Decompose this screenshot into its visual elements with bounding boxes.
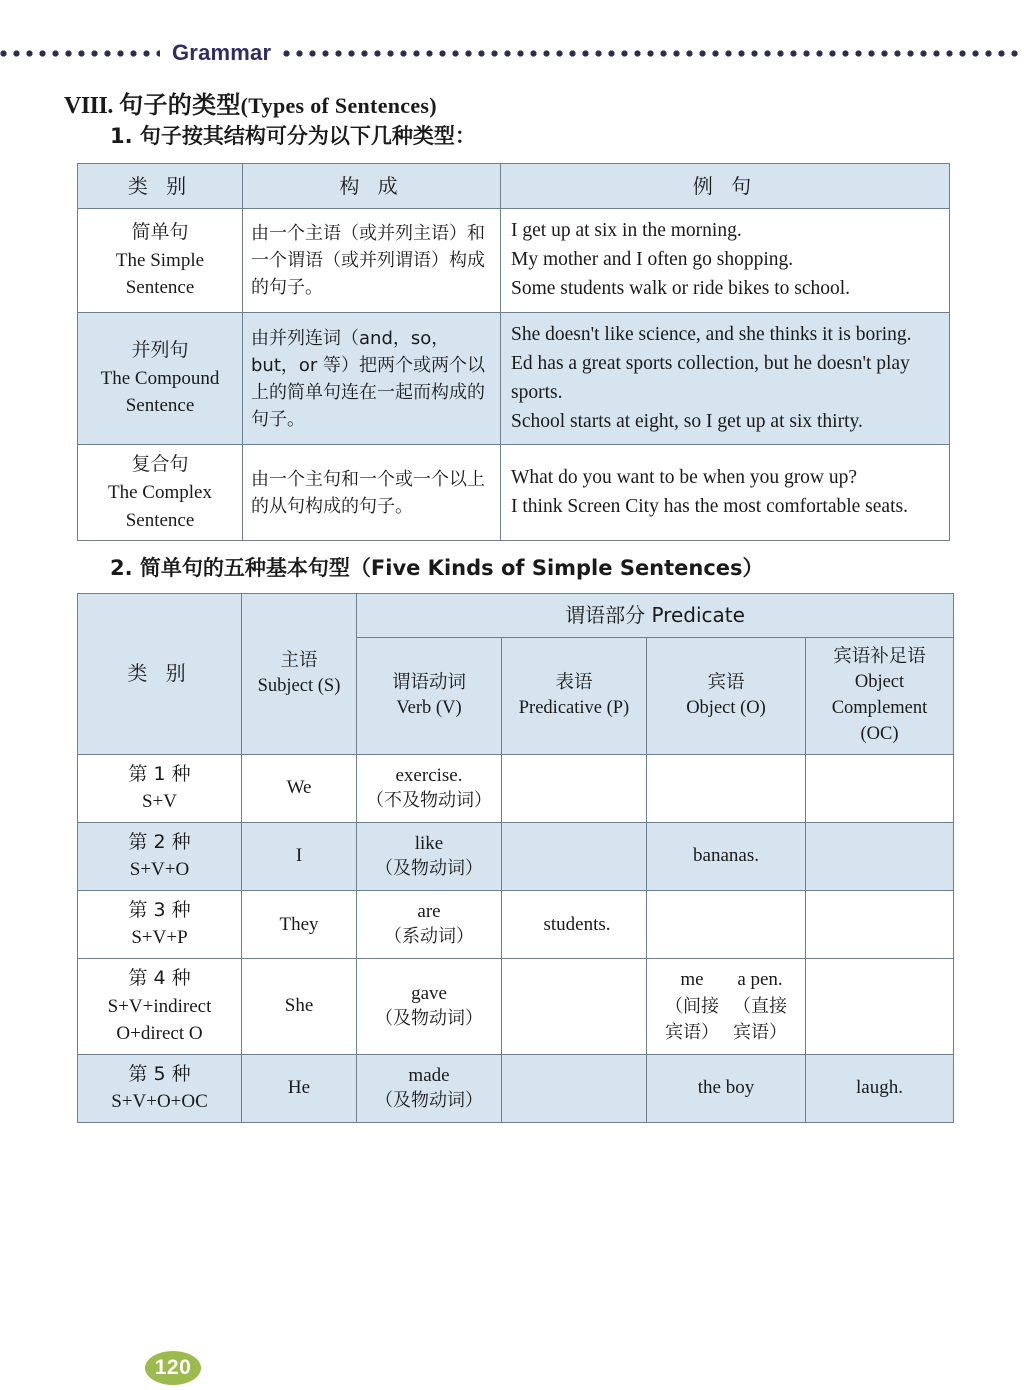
table-row — [78, 890, 954, 958]
running-header-title: Grammar — [172, 40, 272, 65]
cell-examples-complex — [501, 445, 950, 541]
cell-composition-simple: 由一个主语（或并列主语）和一个谓语（或并列谓语）构成的句子。 — [243, 209, 501, 313]
table-five-kinds-of-simple-sentences — [77, 593, 954, 1123]
example-line: My mother and I often go shopping. — [511, 249, 794, 271]
cell-predicative-2 — [502, 822, 647, 890]
th-object — [647, 638, 806, 755]
th-kind — [78, 594, 242, 755]
verb-word: made — [408, 1065, 450, 1087]
cell-category-compound — [78, 312, 243, 444]
cell-complement-3 — [806, 890, 954, 958]
cell-subject-3: They — [242, 890, 357, 958]
table-row — [78, 754, 954, 822]
section-title-cn: 句子的类型 — [119, 91, 241, 119]
th-oc-cn: 宾语补足语 — [833, 646, 926, 668]
category-cn: 复合句 — [131, 453, 189, 476]
th-subject — [242, 594, 357, 755]
cell-object-1 — [647, 754, 806, 822]
category-cn: 并列句 — [131, 339, 189, 362]
th-oc-en2: Complement — [831, 697, 928, 718]
cell-complement-1 — [806, 754, 954, 822]
cell-composition-complex: 由一个主句和一个或一个以上的从句构成的句子。 — [243, 445, 501, 541]
verb-word: like — [414, 833, 444, 855]
kind-en: S+V+P — [131, 927, 188, 949]
th-object-en: Object (O) — [686, 697, 766, 718]
kind-en2: O+direct O — [116, 1023, 203, 1045]
category-en-line2: Sentence — [125, 509, 195, 531]
th-predicative-en: Predicative (P) — [518, 697, 630, 718]
cell-predicative-3: students. — [502, 890, 647, 958]
cell-subject-4: She — [242, 959, 357, 1055]
cell-object-4 — [647, 959, 806, 1055]
verb-word: are — [417, 901, 441, 923]
th-oc-en3: (OC) — [860, 723, 899, 744]
indirect-object-note2: 宾语） — [665, 1021, 719, 1043]
subheading-2 — [110, 552, 764, 582]
direct-object-word: a pen. — [737, 969, 783, 991]
th-composition: 构 成 — [243, 164, 501, 209]
example-line: I think Screen City has the most comfortable seats. — [511, 495, 908, 517]
subheading-1-text: 1. 句子按其结构可分为以下几种类型： — [110, 124, 476, 148]
category-cn: 简单句 — [131, 221, 189, 244]
table-row — [78, 445, 950, 541]
direct-object-note1: （直接 — [733, 996, 787, 1018]
table-row-header — [78, 164, 950, 209]
th-verb-en: Verb (V) — [396, 697, 462, 718]
th-object-complement — [806, 638, 954, 755]
th-category: 类 别 — [78, 164, 243, 209]
object-dual-group — [655, 967, 797, 1045]
table-row — [78, 822, 954, 890]
subheading-2-text: 2. 简单句的五种基本句型（Five Kinds of Simple Sentences） — [110, 556, 764, 580]
example-line: I get up at six in the morning. — [511, 220, 742, 242]
verb-note: （及物动词） — [375, 858, 483, 880]
cell-verb-1 — [357, 754, 502, 822]
indirect-object — [665, 967, 719, 1045]
verb-note: （不及物动词） — [366, 789, 492, 811]
direct-object-note2: 宾语） — [733, 1021, 787, 1043]
cell-verb-2 — [357, 822, 502, 890]
th-verb — [357, 638, 502, 755]
page-running-header — [0, 38, 1024, 68]
th-predicate-span: 谓语部分 Predicate — [357, 594, 954, 638]
th-subject-cn: 主语 — [280, 649, 318, 671]
kind-cn: 第 1 种 — [128, 762, 191, 785]
table-row-header-top — [78, 594, 954, 638]
dot-rule-left — [0, 50, 160, 57]
table-row — [78, 312, 950, 444]
cell-object-3 — [647, 890, 806, 958]
example-line: She doesn't like science, and she thinks it is boring. — [511, 323, 912, 345]
cell-category-simple — [78, 209, 243, 313]
table-row — [78, 209, 950, 313]
cell-object-2: bananas. — [647, 822, 806, 890]
category-en-line1: The Compound — [100, 367, 220, 389]
section-title-en: (Types of Sentences) — [240, 93, 437, 118]
cell-verb-3 — [357, 890, 502, 958]
category-en-line1: The Simple — [115, 249, 205, 271]
section-numeral: VIII. — [64, 93, 113, 119]
table-row — [78, 1054, 954, 1122]
cell-subject-5: He — [242, 1054, 357, 1122]
cell-verb-5 — [357, 1054, 502, 1122]
example-line: What do you want to be when you grow up? — [511, 466, 858, 488]
cell-object-5: the boy — [647, 1054, 806, 1122]
verb-word: gave — [411, 983, 447, 1005]
th-kind-label: 类 别 — [127, 660, 192, 685]
th-examples: 例 句 — [501, 164, 950, 209]
th-verb-cn: 谓语动词 — [391, 672, 466, 694]
example-line: School starts at eight, so I get up at six thirty. — [511, 410, 863, 432]
cell-kind-2 — [78, 822, 242, 890]
table-types-of-sentences — [77, 163, 950, 541]
subheading-1 — [110, 120, 476, 150]
kind-cn: 第 5 种 — [128, 1062, 191, 1085]
kind-cn: 第 2 种 — [128, 830, 191, 853]
cell-predicative-5 — [502, 1054, 647, 1122]
verb-note: （及物动词） — [375, 1089, 483, 1111]
example-line: Some students walk or ride bikes to school. — [511, 278, 851, 300]
cell-predicative-1 — [502, 754, 647, 822]
cell-complement-4 — [806, 959, 954, 1055]
page-number-badge: 120 — [145, 1351, 201, 1385]
table-row — [78, 959, 954, 1055]
section-heading — [64, 85, 437, 120]
category-en-line2: Sentence — [125, 277, 195, 299]
verb-note: （系动词） — [384, 926, 474, 948]
verb-word: exercise. — [395, 765, 463, 787]
cell-kind-5 — [78, 1054, 242, 1122]
cell-complement-2 — [806, 822, 954, 890]
th-predicative-cn: 表语 — [555, 672, 593, 694]
kind-en: S+V — [141, 791, 177, 813]
direct-object — [733, 967, 787, 1045]
dot-rule-right — [283, 50, 1024, 57]
cell-kind-1 — [78, 754, 242, 822]
category-en-line1: The Complex — [108, 481, 212, 503]
cell-complement-5: laugh. — [806, 1054, 954, 1122]
cell-category-complex — [78, 445, 243, 541]
kind-en: S+V+O+OC — [111, 1091, 208, 1113]
cell-predicative-4 — [502, 959, 647, 1055]
kind-cn: 第 4 种 — [128, 967, 191, 990]
kind-en: S+V+O — [129, 859, 190, 881]
category-en-line2: Sentence — [125, 395, 195, 417]
kind-en: S+V+indirect — [107, 995, 212, 1017]
th-oc-en1: Object — [854, 672, 905, 693]
indirect-object-note1: （间接 — [665, 996, 719, 1018]
cell-kind-3 — [78, 890, 242, 958]
th-subject-en: Subject (S) — [257, 675, 341, 696]
cell-examples-compound — [501, 312, 950, 444]
cell-examples-simple — [501, 209, 950, 313]
th-object-cn: 宾语 — [707, 672, 745, 694]
cell-verb-4 — [357, 959, 502, 1055]
cell-composition-compound: 由并列连词（and，so，but，or 等）把两个或两个以上的简单句连在一起而构成的句子。 — [243, 312, 501, 444]
th-predicative — [502, 638, 647, 755]
example-line: Ed has a great sports collection, but he doesn't play sports. — [511, 352, 910, 403]
cell-subject-1: We — [242, 754, 357, 822]
cell-subject-2: I — [242, 822, 357, 890]
cell-kind-4 — [78, 959, 242, 1055]
indirect-object-word: me — [680, 969, 704, 991]
verb-note: （及物动词） — [375, 1008, 483, 1030]
kind-cn: 第 3 种 — [128, 898, 191, 921]
